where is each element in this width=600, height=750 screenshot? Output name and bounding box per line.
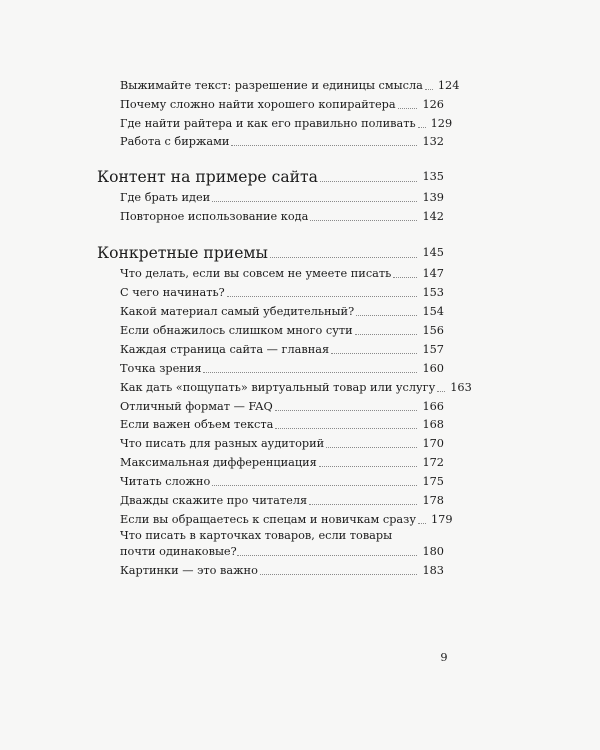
toc-entry (120, 493, 444, 509)
toc-entry-title: Картинки — это важно (120, 564, 258, 577)
dot-leader (260, 574, 418, 575)
dot-leader (310, 220, 417, 221)
toc-entry-page: 156 (422, 324, 444, 337)
toc-entry-page: 168 (422, 418, 444, 431)
toc-chapter-page: 135 (422, 170, 444, 183)
toc-entry-page: 160 (422, 362, 444, 375)
toc-entry-title: Если обнажилось слишком много сути (120, 324, 353, 337)
dot-leader (212, 201, 417, 202)
toc-entry-title: Повторное использование кода (120, 210, 309, 223)
toc-entry-page: 147 (422, 267, 444, 280)
dot-leader (398, 108, 418, 109)
dot-leader (393, 277, 417, 278)
toc-entry (120, 436, 444, 452)
toc-chapter-title: Контент на примере сайта (97, 168, 318, 186)
toc-entry (120, 380, 472, 396)
toc-entry-title: Если вы обращаетесь к спецам и новичкам сразу (120, 513, 416, 526)
toc-entry (120, 134, 444, 150)
toc-entry-title: Дважды скажите про читателя (120, 494, 308, 507)
toc-entry-title: С чего начинать? (120, 286, 225, 299)
toc-entry-second-row (120, 544, 444, 560)
toc-entry-page: 157 (422, 343, 444, 356)
toc-entry-page: 178 (422, 494, 444, 507)
toc-entry (120, 285, 444, 301)
dot-leader (437, 391, 445, 392)
toc-entry-title: Каждая страница сайта — главная (120, 343, 330, 356)
toc-entry (120, 97, 444, 113)
toc-entry-title: Читать сложно (120, 475, 211, 488)
toc-entry (120, 304, 444, 320)
toc-entry-title: Если важен объем текста (120, 418, 274, 431)
toc-entry (120, 116, 453, 132)
toc-entry-title: Точка зрения (120, 362, 202, 375)
toc-entry-title: Как дать «пощупать» виртуальный товар или услугу (120, 381, 436, 394)
toc-entry (120, 399, 444, 415)
toc-entry-page: 153 (422, 286, 444, 299)
toc-entry-title: Максимальная дифференциация (120, 456, 317, 469)
toc-entry (120, 266, 444, 282)
toc-entry-page: 166 (422, 400, 444, 413)
toc-entry-page: 126 (422, 98, 444, 111)
toc-entry-title-line2: почти одинаковые? (120, 545, 237, 558)
toc-entry (120, 417, 444, 433)
toc-entry-page: 172 (422, 456, 444, 469)
toc-entry-page: 129 (430, 117, 453, 130)
toc-entry-title: Что писать для разных аудиторий (120, 437, 325, 450)
toc-entry-title: Какой материал самый убедительный? (120, 305, 355, 318)
dot-leader (203, 372, 417, 373)
toc-entry-title: Отличный формат — FAQ (120, 400, 273, 413)
dot-leader (270, 257, 417, 258)
toc-entry (120, 361, 444, 377)
toc-entry-page: 175 (422, 475, 444, 488)
toc-entry-page: 132 (422, 135, 444, 148)
dot-leader (425, 89, 433, 90)
toc-entry-page: 179 (430, 513, 453, 526)
dot-leader (326, 447, 417, 448)
dot-leader (275, 410, 418, 411)
toc-chapter (97, 242, 444, 264)
dot-leader (356, 315, 417, 316)
toc-entry (120, 209, 444, 225)
toc-entry-title: Что делать, если вы совсем не умеете писать (120, 267, 392, 280)
dot-leader (212, 485, 417, 486)
toc-entry (120, 474, 444, 490)
page-number: 9 (440, 651, 448, 664)
toc-entry-title: Где брать идеи (120, 191, 211, 204)
toc-entry-title: Где найти райтера и как его правильно поливать (120, 117, 416, 130)
dot-leader (355, 334, 418, 335)
dot-leader (319, 466, 418, 467)
toc-chapter-title: Конкретные приемы (97, 244, 268, 262)
dot-leader (418, 523, 426, 524)
toc-entry (120, 323, 444, 339)
toc-entry-page: 180 (422, 545, 444, 558)
dot-leader (275, 428, 417, 429)
dot-leader (418, 127, 426, 128)
toc-entry-page: 183 (422, 564, 444, 577)
toc-entry-multiline (120, 528, 444, 560)
dot-leader (231, 145, 417, 146)
toc-entry (120, 512, 453, 528)
toc-entry-title: Почему сложно найти хорошего копирайтера (120, 98, 396, 111)
toc-entry-page: 154 (422, 305, 444, 318)
toc-entry-page: 124 (437, 79, 460, 92)
toc-entry (120, 342, 444, 358)
toc-chapter-page: 145 (422, 246, 444, 259)
toc-chapter (97, 166, 444, 188)
toc-entry-page: 170 (422, 437, 444, 450)
toc-entry-page: 139 (422, 191, 444, 204)
dot-leader (320, 181, 417, 182)
dot-leader (309, 504, 417, 505)
dot-leader (237, 555, 418, 556)
toc-entry-title-line1: Что писать в карточках товаров, если товары (120, 529, 393, 542)
dot-leader (331, 353, 417, 354)
toc-entry-title: Выжимайте текст: разрешение и единицы смысла (120, 79, 423, 92)
toc-entry (120, 563, 444, 579)
toc-entry (120, 78, 460, 94)
toc-entry-page: 142 (422, 210, 444, 223)
toc-entry-title: Работа с биржами (120, 135, 230, 148)
toc-entry (120, 190, 444, 206)
toc-entry-page: 163 (450, 381, 472, 394)
dot-leader (227, 296, 418, 297)
toc-entry (120, 455, 444, 471)
